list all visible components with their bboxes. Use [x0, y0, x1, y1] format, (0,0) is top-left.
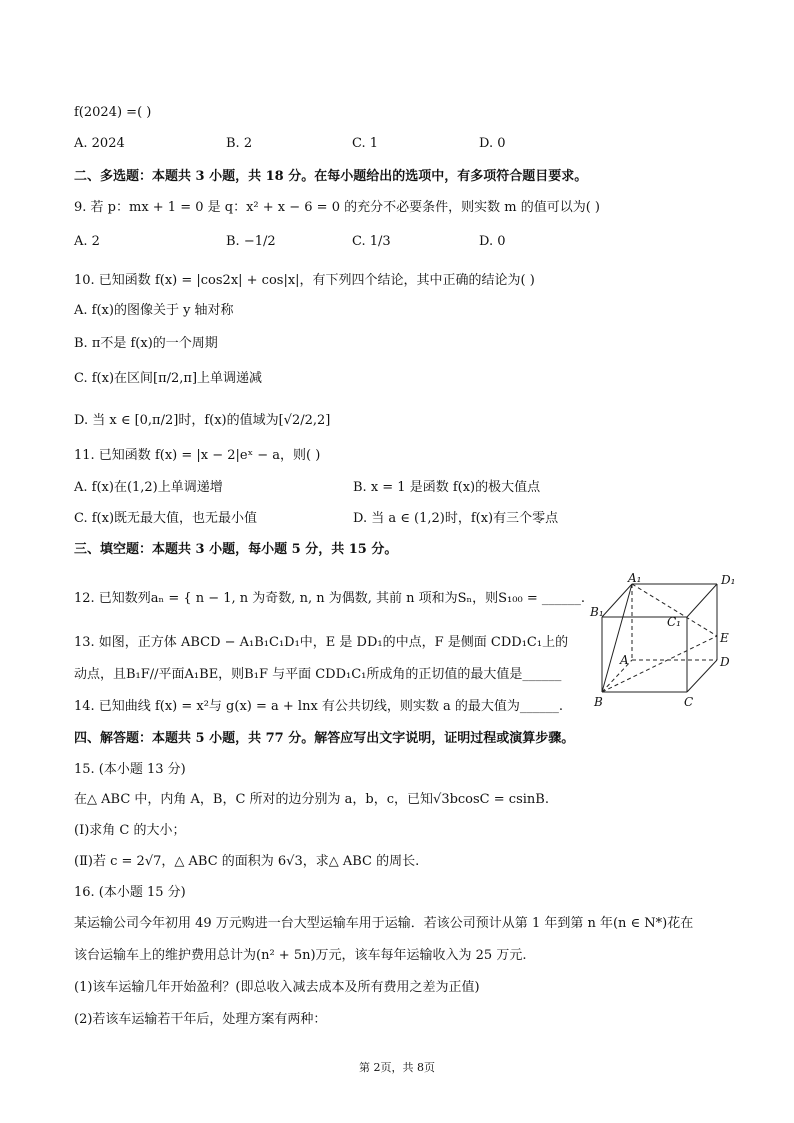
q10-option-a: A. f(x)的图像关于 y 轴对称: [74, 303, 234, 318]
q15-part2: (Ⅱ)若 c = 2√7，△ ABC 的面积为 6√3，求△ ABC 的周长.: [74, 854, 420, 869]
label-b: B: [594, 695, 603, 709]
edge-c1-d1: [687, 584, 717, 617]
cube-figure: [592, 572, 742, 710]
option-d: D. 0: [479, 234, 506, 249]
q16-part1: (1)该车运输几年开始盈利？(即总收入减去成本及所有费用之差为正值): [74, 980, 480, 995]
question-16: 16. (本小题 15 分): [74, 885, 186, 900]
question-11: 11. 已知函数 f(x) = |x − 2|eˣ − a，则( ): [74, 448, 321, 463]
label-e: E: [720, 631, 729, 645]
question-14: 14. 已知曲线 f(x) = x²与 g(x) = a + lnx 有公共切线，则实数 a 的最大值为______.: [74, 699, 564, 714]
q16-part2: (2)若该车运输若干年后，处理方案有两种：: [74, 1012, 327, 1027]
section-heading-fill: 三、填空题：本题共 3 小题，每小题 5 分，共 15 分。: [74, 542, 398, 557]
question-13-line1: 13. 如图，正方体 ABCD − A₁B₁C₁D₁中，E 是 DD₁的中点，F 是侧面 CDD₁C₁上的: [74, 635, 569, 650]
label-a1: A₁: [628, 571, 642, 585]
question-13-line2: 动点，且B₁F//平面A₁BE，则B₁F 与平面 CDD₁C₁所成角的正切值的最大值是______: [74, 667, 562, 682]
q10-option-d: D. 当 x ∈ [0,π/2]时，f(x)的值域为[√2/2,2]: [74, 413, 331, 428]
page-footer: 第 2页，共 8页: [359, 1061, 435, 1074]
q15-stem: 在△ ABC 中，内角 A，B，C 所对的边分别为 a，b，c，已知√3bcosC = csinB.: [74, 792, 549, 807]
label-b1: B₁: [590, 605, 604, 619]
option-a: A. 2024: [74, 136, 125, 151]
option-c: C. f(x)既无最大值，也无最小值: [74, 511, 258, 526]
question-10: 10. 已知函数 f(x) = |cos2x| + cos|x|，有下列四个结论，其中正确的结论为( ): [74, 273, 535, 288]
label-c: C: [684, 695, 694, 709]
section-heading-multi: 二、多选题：本题共 3 小题，共 18 分。在每小题给出的选项中，有多项符合题目要求。: [74, 169, 588, 184]
option-a: A. f(x)在(1,2)上单调递增: [74, 480, 223, 495]
edge-c-d: [687, 660, 717, 692]
question-15: 15. (本小题 13 分): [74, 762, 186, 777]
option-d: D. 0: [479, 136, 506, 151]
q16-stem-line2: 该台运输车上的维护费用总计为(n² + 5n)万元，该车每年运输收入为 25 万元.: [74, 948, 527, 963]
option-a: A. 2: [74, 234, 100, 249]
label-d1: D₁: [721, 573, 736, 587]
q16-stem-line1: 某运输公司今年初用 49 万元购进一台大型运输车用于运输．若该公司预计从第 1 年到第 n 年(n ∈ N*)花在: [74, 916, 694, 931]
label-a: A: [620, 653, 629, 667]
option-b: B. −1/2: [226, 234, 276, 249]
q15-part1: (Ⅰ)求角 C 的大小；: [74, 823, 186, 838]
question-12: 12. 已知数列aₙ = { n − 1, n 为奇数, n, n 为偶数, 其前 n 项和为Sₙ，则S₁₀₀ = ______.: [74, 591, 585, 606]
question-9: 9. 若 p：mx + 1 = 0 是 q：x² + x − 6 = 0 的充分不必要条件，则实数 m 的值可以为( ): [74, 200, 600, 215]
option-c: C. 1: [352, 136, 379, 151]
option-d: D. 当 a ∈ (1,2)时，f(x)有三个零点: [353, 511, 559, 526]
option-b: B. x = 1 是函数 f(x)的极大值点: [353, 480, 541, 495]
q10-option-b: B. π不是 f(x)的一个周期: [74, 336, 218, 351]
section-heading-answer: 四、解答题：本题共 5 小题，共 77 分。解答应写出文字说明，证明过程或演算步骤。: [74, 731, 575, 746]
label-d: D: [720, 655, 730, 669]
option-b: B. 2: [226, 136, 253, 151]
option-c: C. 1/3: [352, 234, 391, 249]
q8-tail: f(2024) =( ): [74, 105, 152, 120]
label-c1: C₁: [667, 615, 681, 629]
q10-option-c: C. f(x)在区间[π/2,π]上单调递减: [74, 371, 263, 386]
